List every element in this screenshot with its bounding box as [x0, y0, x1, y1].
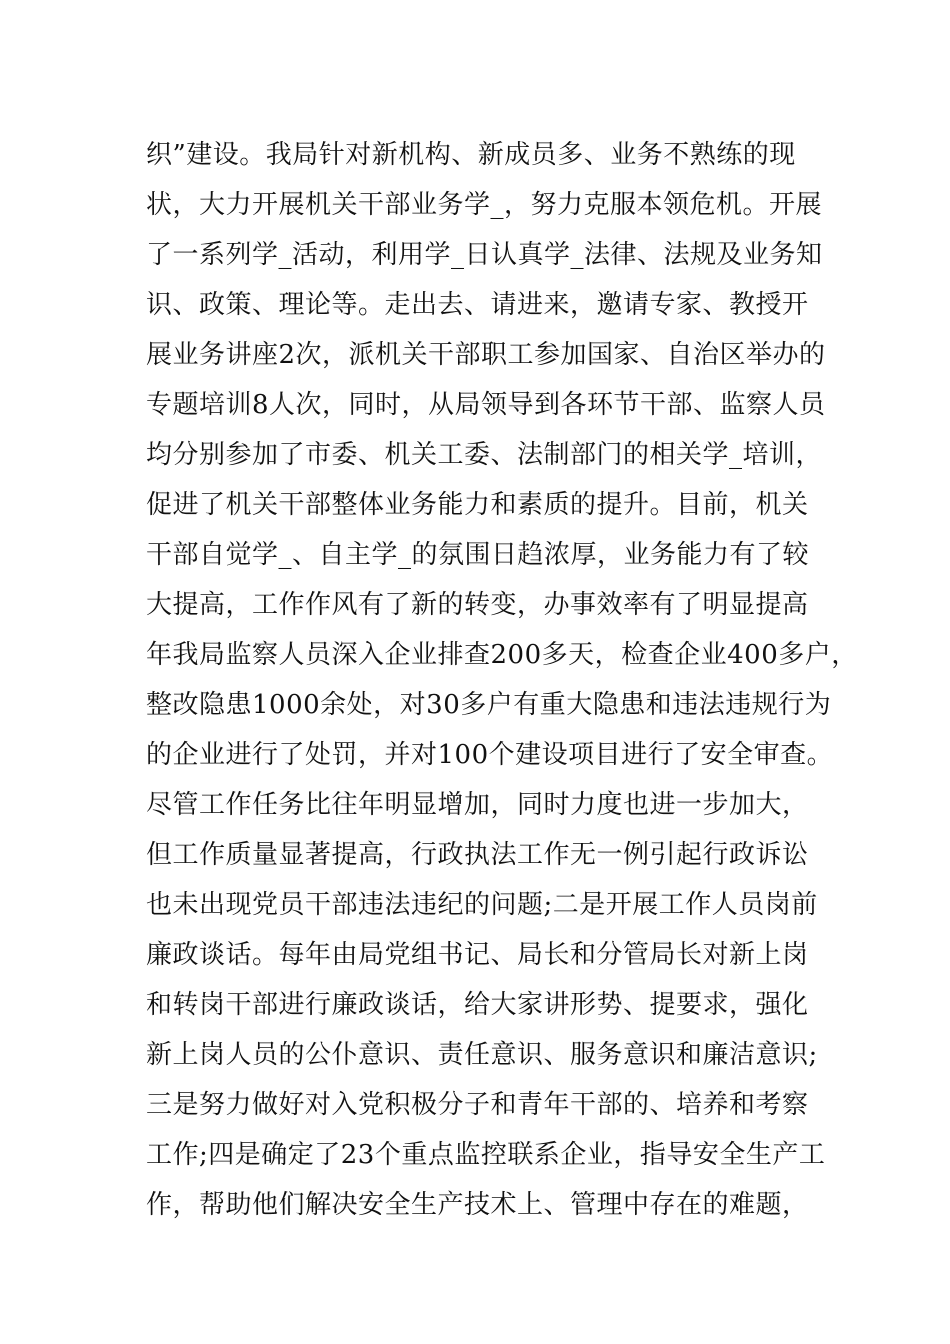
text-line-3: 了一系列学_活动，利用学_日认真学_法律、法规及业务知 — [146, 240, 823, 270]
text-line-8: 促进了机关干部整体业务能力和素质的提升。目前，机关 — [146, 490, 809, 520]
text-line-17: 廉政谈话。每年由局党组书记、局长和分管局长对新上岗 — [146, 940, 809, 970]
text-line-1: 织”建设。我局针对新机构、新成员多、业务不熟练的现 — [146, 140, 796, 170]
text-line-5: 展业务讲座2次，派机关干部职工参加国家、自治区举办的 — [146, 340, 826, 370]
text-line-12: 整改隐患1000余处，对30多户有重大隐患和违法违规行为 — [146, 690, 832, 720]
text-line-18: 和转岗干部进行廉政谈话，给大家讲形势、提要求，强化 — [146, 990, 809, 1020]
text-line-16: 也未出现党员干部违法违纪的问题;二是开展工作人员岗前 — [146, 890, 818, 920]
text-line-7: 均分别参加了市委、机关工委、法制部门的相关学_培训， — [146, 440, 823, 470]
text-line-21: 工作;四是确定了23个重点监控联系企业，指导安全生产工 — [146, 1140, 826, 1170]
text-line-6: 专题培训8人次，同时，从局领导到各环节干部、监察人员 — [146, 390, 826, 420]
text-line-20: 三是努力做好对入党积极分子和青年干部的、培养和考察 — [146, 1090, 809, 1120]
text-line-13: 的企业进行了处罚，并对100个建设项目进行了安全审查。 — [146, 740, 834, 770]
text-line-10: 大提高，工作作风有了新的转变，办事效率有了明显提高 — [146, 590, 809, 620]
text-line-11: 年我局监察人员深入企业排查200多天，检查企业400多户， — [146, 640, 858, 670]
text-line-14: 尽管工作任务比往年明显增加，同时力度也进一步加大， — [146, 790, 809, 820]
text-line-22: 作，帮助他们解决安全生产技术上、管理中存在的难题， — [146, 1190, 809, 1220]
text-line-4: 识、政策、理论等。走出去、请进来，邀请专家、教授开 — [146, 290, 809, 320]
text-line-9: 干部自觉学_、自主学_的氛围日趋浓厚，业务能力有了较 — [146, 540, 810, 570]
body-text — [146, 130, 858, 1230]
text-line-2: 状，大力开展机关干部业务学_，努力克服本领危机。开展 — [146, 190, 823, 220]
text-line-15: 但工作质量显著提高，行政执法工作无一例引起行政诉讼 — [146, 840, 809, 870]
text-line-19: 新上岗人员的公仆意识、责任意识、服务意识和廉洁意识; — [146, 1040, 818, 1070]
